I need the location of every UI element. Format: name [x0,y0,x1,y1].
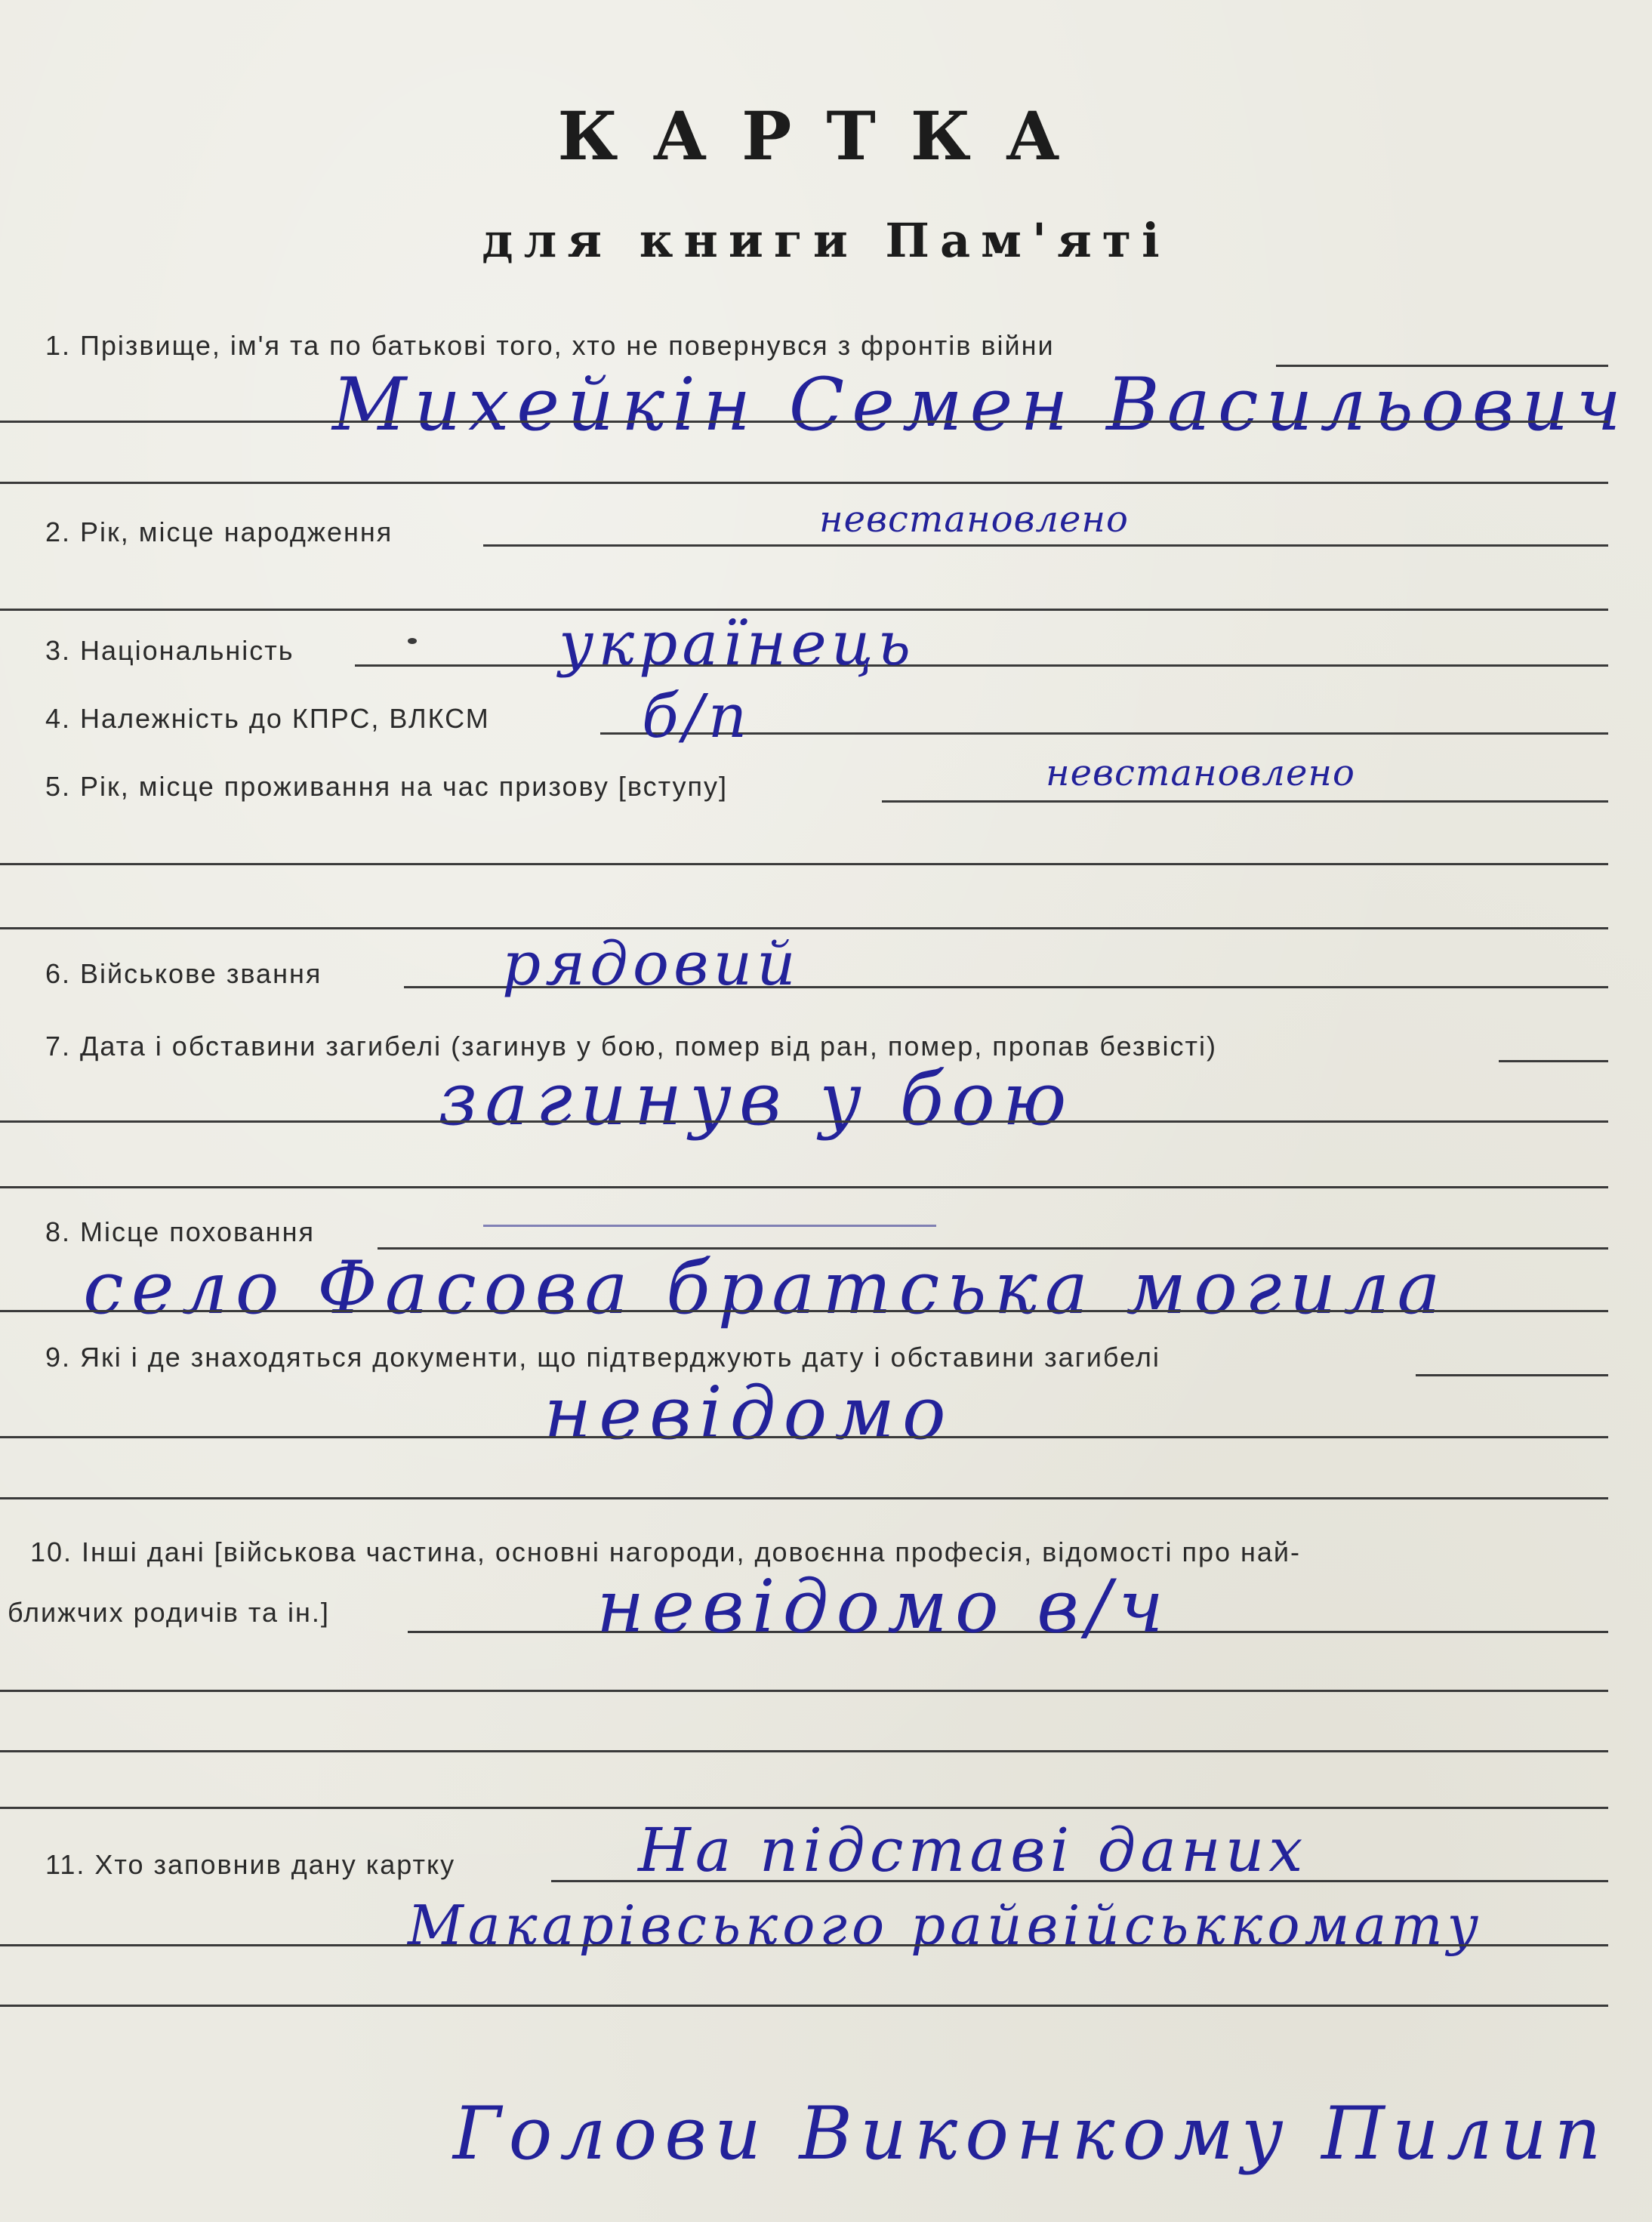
field-11-value: На підставі даних [638,1815,1308,1885]
field-7-line [1499,1060,1608,1062]
card-title: КАРТКА [557,97,1095,175]
crossed-out-handwriting [483,1194,936,1227]
ink-dot [408,638,417,644]
field-10-line-2 [0,1690,1608,1692]
field-5-line [882,800,1608,803]
signature: Голови Виконкому Пилип [453,2091,1609,2176]
card-subtitle: для книги Пам'яті [482,213,1170,268]
field-3-label: 3. Національність [45,635,294,666]
field-11-line-3 [0,2005,1608,2007]
field-2-line [483,544,1608,547]
field-7-line-2 [0,1120,1608,1123]
field-7-value: загинув у бою [438,1057,1074,1142]
field-10-line-3 [0,1750,1608,1752]
field-8-line-2 [0,1310,1608,1312]
field-10-label-line-2: ближчих родичів та ін.] [8,1597,330,1628]
field-5-line-3 [0,927,1608,929]
field-11-label: 11. Хто заповнив дану картку [45,1849,456,1880]
field-4-value: б/п [642,681,752,751]
field-7-label: 7. Дата і обставини загибелі (загинув у бою, помер від ран, помер, пропав безвісті) [45,1031,1217,1062]
field-11-line-2 [0,1944,1608,1946]
field-10-label: 10. Інші дані [військова частина, основні нагороди, довоєнна професія, відомості про най- [30,1536,1302,1567]
field-1-line-3 [0,482,1608,484]
field-2-value: невстановлено [819,498,1129,541]
field-6-value: рядовий [502,929,800,999]
field-3-value: українець [559,609,916,679]
field-9-line-3 [0,1497,1608,1499]
field-9-line [1416,1374,1608,1376]
field-8-label: 8. Місце поховання [45,1216,315,1247]
field-11-value-line-2: Макарівського райвійськкомату [408,1894,1484,1957]
field-1-line-2 [0,421,1608,423]
field-1-value: Михейкін Семен Васильович [332,362,1629,447]
field-1-label: 1. Прізвище, ім'я та по батькові того, хто не повернувся з фронтів війни [45,330,1055,361]
field-10-line-4 [0,1807,1608,1809]
field-10-value: невідомо в/ч [596,1564,1172,1649]
field-5-value: невстановлено [1046,752,1355,794]
field-8-value: село Фасова братська могила [83,1246,1448,1330]
field-9-label: 9. Які і де знаходяться документи, що підтверджують дату і обставини загибелі [45,1342,1160,1373]
field-9-value: невідомо [544,1371,954,1456]
field-2-label: 2. Рік, місце народження [45,516,393,547]
field-5-label: 5. Рік, місце проживання на час призову [вступу] [45,771,728,802]
field-9-line-2 [0,1436,1608,1438]
field-5-line-2 [0,863,1608,865]
field-7-line-3 [0,1186,1608,1188]
field-6-label: 6. Військове звання [45,958,322,989]
field-3-line [355,664,1608,667]
field-4-label: 4. Належність до КПРС, ВЛКСМ [45,703,490,734]
